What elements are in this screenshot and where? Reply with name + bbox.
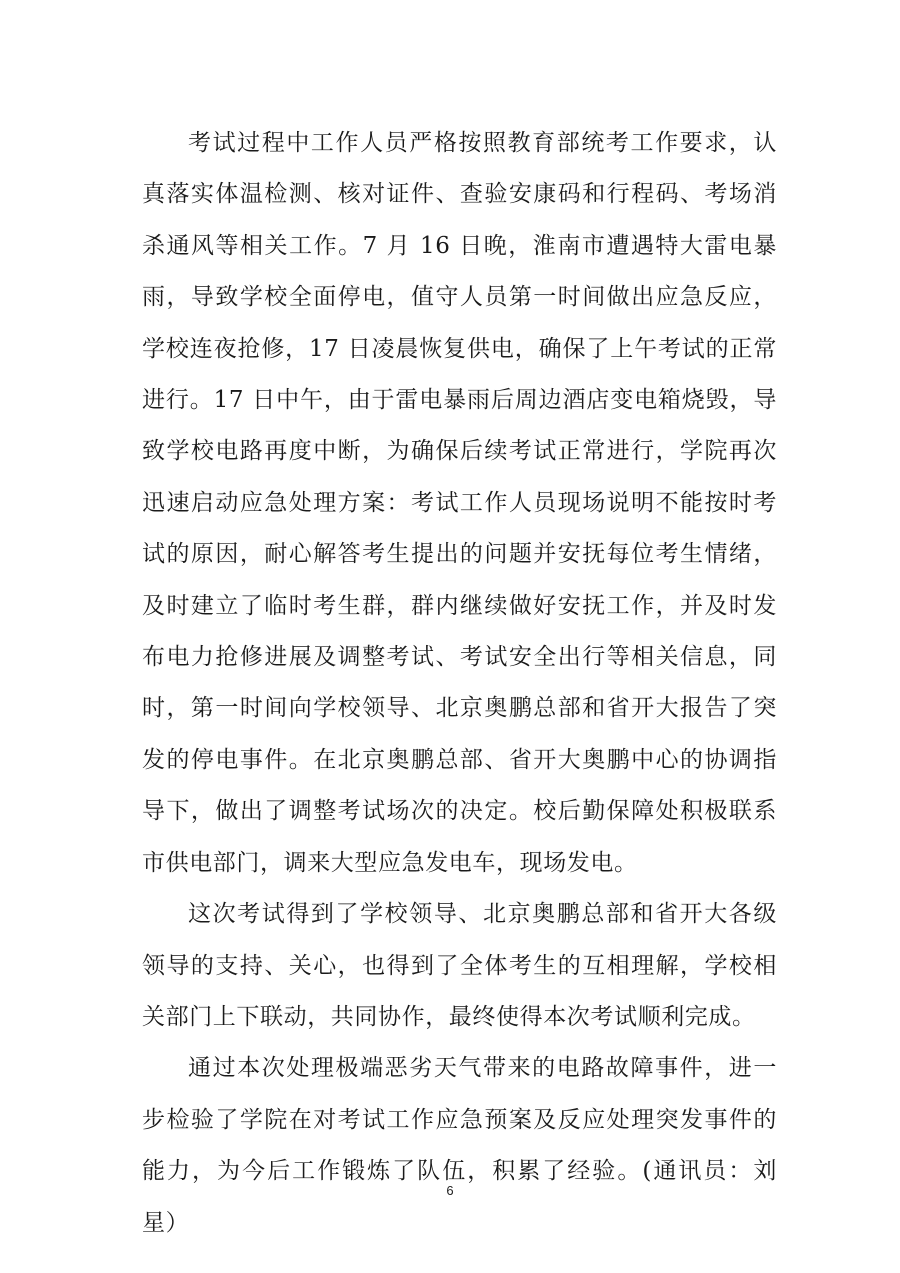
- paragraph-support-thanks: 这次考试得到了学校领导、北京奥鹏总部和省开大各级领导的支持、关心，也得到了全体考生的互相理解，学校相关部门上下联动，共同协作，最终使得本次考试顺利完成。: [142, 901, 777, 1030]
- article-body: [142, 118, 777, 1249]
- page-number: 6: [446, 1183, 454, 1198]
- paragraph-exam-process: 考试过程中工作人员严格按照教育部统考工作要求，认真落实体温检测、核对证件、查验安康码和行程码、考场消杀通风等相关工作。7 月 16 日晚，淮南市遭遇特大雷电暴雨，导致学校全面停电，值守人员第一时间做出应急反应，学校连夜抢修，17 日凌晨恢复供电，确保了上午考试的正常进行。17 日中午，由于雷电暴雨后周边酒店变电箱烧毁，导致学校电路再度中断，为确保后续考试正常进行，学院再次迅速启动应急处理方案：考试工作人员现场说明不能按时考试的原因，耐心解答考生提出的问题并安抚每位考生情绪，及时建立了临时考生群，群内继续做好安抚工作，并及时发布电力抢修进展及调整考试、考试安全出行等相关信息，同时，第一时间向学校领导、北京奥鹏总部和省开大报告了突发的停电事件。在北京奥鹏总部、省开大奥鹏中心的协调指导下，做出了调整考试场次的决定。校后勤保障处积极联系市供电部门，调来大型应急发电车，现场发电。: [142, 130, 777, 876]
- paragraph-conclusion: 通过本次处理极端恶劣天气带来的电路故障事件，进一步检验了学院在对考试工作应急预案及反应处理突发事件的能力，为今后工作锻炼了队伍，积累了经验。(通讯员：刘星）: [142, 1055, 777, 1236]
